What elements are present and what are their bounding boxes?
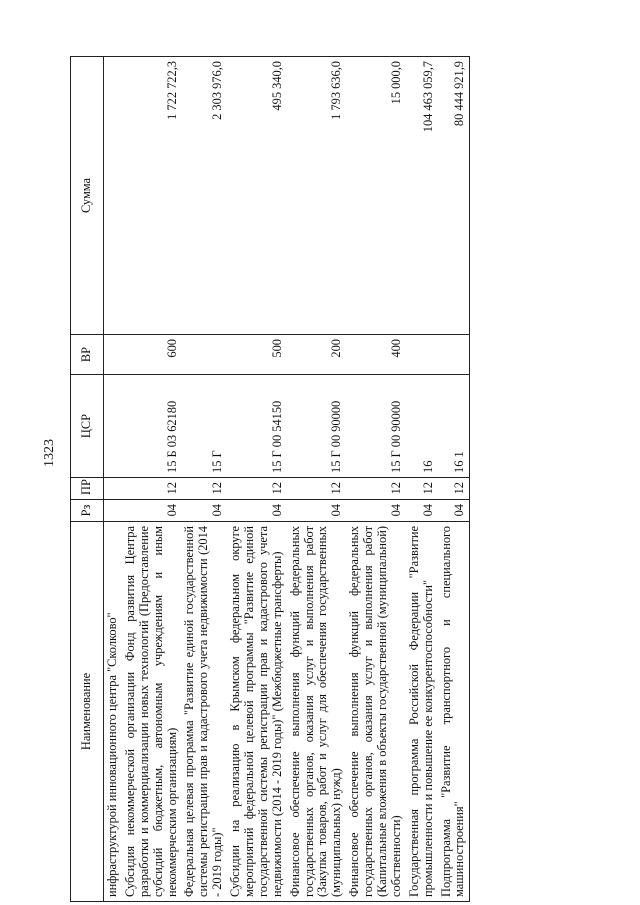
budget-table-frame	[70, 57, 610, 902]
row-vr: 200	[287, 335, 347, 375]
row-sum: 15 000,0	[346, 57, 406, 335]
row-rz: 04	[287, 500, 347, 522]
table-row	[227, 57, 287, 902]
row-vr: 600	[122, 335, 182, 375]
table-row	[287, 57, 347, 902]
row-rz: 04	[406, 500, 438, 522]
row-csr: 15 Г	[181, 375, 227, 478]
page-number: 1323	[42, 439, 57, 467]
row-name: Подпрограмма "Развитие транспортного и специального машиностроения"	[438, 522, 470, 902]
row-csr: 16	[406, 375, 438, 478]
row-rz: 04	[438, 500, 470, 522]
table-body	[104, 57, 470, 902]
budget-table	[70, 56, 470, 902]
row-name: Субсидия некоммерческой организации Фонд развития Центра разработки и коммерциализации новых технологий (Предоставление субсидий бюджетным, автономным учреждениям и иным некоммерческим организациям)	[122, 522, 182, 902]
table-row	[406, 57, 438, 902]
row-vr	[438, 335, 470, 375]
row-name: Финансовое обеспечение выполнения функций федеральных государственных органов, оказания услуг и выполнения работ (Капитальные вложения в объекты государственной (муниципальной) собственности)	[346, 522, 406, 902]
row-rz	[104, 500, 122, 522]
row-vr	[406, 335, 438, 375]
row-pr: 12	[227, 478, 287, 500]
row-vr: 400	[346, 335, 406, 375]
row-rz: 04	[122, 500, 182, 522]
row-vr	[104, 335, 122, 375]
row-pr: 12	[438, 478, 470, 500]
row-sum: 1 793 636,0	[287, 57, 347, 335]
row-csr: 16 1	[438, 375, 470, 478]
header-csr: ЦСР	[71, 375, 104, 478]
row-pr: 12	[287, 478, 347, 500]
table-row	[181, 57, 227, 902]
row-name: Субсидии на реализацию в Крымском федеральном округе мероприятий федеральной целевой программы "Развитие единой государственной системы регистрации прав и кадастрового учета недвижимости (2014 - 2019 годы)" (Межбюджетные трансферты)	[227, 522, 287, 902]
header-sum: Сумма	[71, 57, 104, 335]
rotated-page	[70, 57, 610, 902]
row-sum: 80 444 921,9	[438, 57, 470, 335]
row-name: Государственная программа Российской Федерации "Развитие промышленности и повышение ее конкурентоспособности"	[406, 522, 438, 902]
row-pr	[104, 478, 122, 500]
row-vr: 500	[227, 335, 287, 375]
table-header	[71, 57, 104, 902]
table-row	[122, 57, 182, 902]
table-row	[104, 57, 122, 902]
row-sum: 2 303 976,0	[181, 57, 227, 335]
header-name: Наименование	[71, 522, 104, 902]
header-pr: ПР	[71, 478, 104, 500]
row-sum: 495 340,0	[227, 57, 287, 335]
row-pr: 12	[346, 478, 406, 500]
row-sum	[104, 57, 122, 335]
row-vr	[181, 335, 227, 375]
row-csr: 15 Г 00 90000	[287, 375, 347, 478]
row-name: Финансовое обеспечение выполнения функций федеральных государственных органов, оказания услуг и выполнения работ (Закупка товаров, работ и услуг для обеспечения государственных (муниципальных) нужд)	[287, 522, 347, 902]
header-rz: Рз	[71, 500, 104, 522]
row-rz: 04	[346, 500, 406, 522]
row-pr: 12	[406, 478, 438, 500]
row-csr	[104, 375, 122, 478]
row-csr: 15 Г 00 90000	[346, 375, 406, 478]
row-sum: 104 463 059,7	[406, 57, 438, 335]
table-row	[346, 57, 406, 902]
header-row	[71, 57, 104, 902]
row-rz: 04	[227, 500, 287, 522]
row-csr: 15 Г 00 54150	[227, 375, 287, 478]
header-vr: ВР	[71, 335, 104, 375]
table-row	[438, 57, 470, 902]
row-pr: 12	[122, 478, 182, 500]
row-name: инфраструктурой инновационного центра "Сколково"	[104, 522, 122, 902]
row-name: Федеральная целевая программа "Развитие единой государственной системы регистрации прав и кадастрового учета недвижимости (2014 - 2019 годы)"	[181, 522, 227, 902]
row-rz: 04	[181, 500, 227, 522]
row-sum: 1 722 722,3	[122, 57, 182, 335]
row-csr: 15 Б 03 62180	[122, 375, 182, 478]
row-pr: 12	[181, 478, 227, 500]
